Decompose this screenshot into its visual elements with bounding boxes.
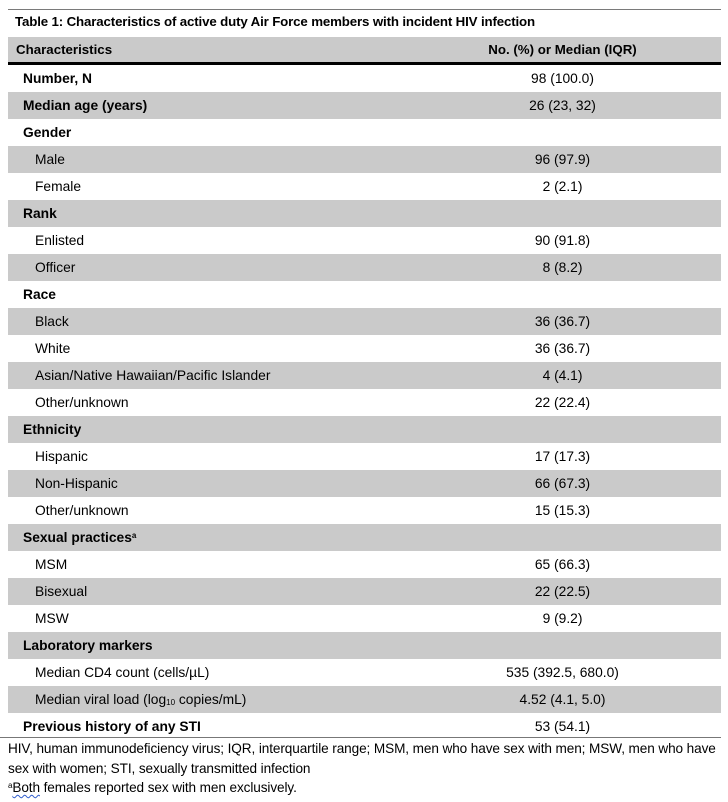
row-label-text: MSM [35, 557, 68, 572]
row-label [8, 98, 364, 113]
row-label [8, 314, 364, 329]
row-value: 90 (91.8) [534, 233, 591, 248]
table-row [8, 443, 721, 470]
row-label-text: MSW [35, 611, 69, 626]
row-label [8, 287, 364, 302]
table-row [8, 362, 721, 389]
row-label-text: Other/unknown [35, 395, 129, 410]
row-label-text: Ethnicity [23, 422, 82, 437]
row-label [8, 638, 364, 653]
table-row [8, 335, 721, 362]
row-label-text: Rank [23, 206, 57, 221]
row-value: 4 (4.1) [542, 368, 583, 383]
table-row [8, 686, 721, 713]
row-value: 2 (2.1) [542, 179, 583, 194]
row-value: 66 (67.3) [534, 476, 591, 491]
footnote-a [8, 778, 723, 798]
row-label [8, 584, 364, 599]
row-value: 9 (9.2) [542, 611, 583, 626]
table-group-row [8, 65, 721, 92]
table-top-rule [8, 9, 721, 10]
row-label-text: Race [23, 287, 56, 302]
table-row [8, 578, 721, 605]
row-label [8, 71, 364, 86]
table-bottom-rule [0, 737, 721, 738]
row-label [8, 206, 364, 221]
row-label [8, 692, 364, 707]
row-label [8, 260, 364, 275]
row-label-text: Female [35, 179, 82, 194]
row-label-text: Bisexual [35, 584, 88, 599]
table-group-row [8, 281, 721, 308]
row-label-text: Number, N [23, 71, 92, 86]
row-label [8, 368, 364, 383]
row-label-text: Previous history of any STI [23, 719, 201, 734]
characteristics-table [8, 37, 721, 740]
row-label-text: Asian/Native Hawaiian/Pacific Islander [35, 368, 271, 383]
row-label-text: Hispanic [35, 449, 88, 464]
row-label [8, 341, 364, 356]
subscript: 10 [166, 698, 176, 707]
row-label [8, 179, 364, 194]
row-label [8, 233, 364, 248]
row-value: 36 (36.7) [534, 341, 591, 356]
row-label-text: Gender [23, 125, 72, 140]
footnote-marker: a [8, 781, 13, 790]
row-label-text: Median age (years) [23, 98, 148, 113]
row-value: 22 (22.5) [534, 584, 591, 599]
table-row [8, 470, 721, 497]
row-value: 15 (15.3) [534, 503, 591, 518]
row-value: 535 (392.5, 680.0) [506, 665, 619, 680]
table-row [8, 659, 721, 686]
row-label [8, 422, 364, 437]
row-value: 8 (8.2) [542, 260, 583, 275]
row-value: 65 (66.3) [534, 557, 591, 572]
table-row [8, 173, 721, 200]
table-header-row [8, 37, 721, 62]
table-row [8, 146, 721, 173]
row-label [8, 665, 364, 680]
footnote-text: females reported sex with men exclusively. [39, 780, 297, 795]
table-group-row [8, 92, 721, 119]
table-row [8, 497, 721, 524]
spellcheck-word: Both [12, 780, 40, 795]
row-label-text: Other/unknown [35, 503, 129, 518]
row-value: 22 (22.4) [534, 395, 591, 410]
table-row [8, 254, 721, 281]
row-value: 53 (54.1) [534, 719, 591, 734]
table-row [8, 551, 721, 578]
table-footnotes [8, 739, 723, 798]
row-label [8, 530, 364, 545]
table-group-row [8, 713, 721, 740]
table-body [8, 65, 721, 740]
row-label-text: Officer [35, 260, 76, 275]
row-label [8, 503, 364, 518]
abbreviations-note: HIV, human immunodeficiency virus; IQR, interquartile range; MSM, men who have sex with men; MSW, men who have sex with women; STI, sexually transmitted infection [8, 741, 716, 776]
row-label [8, 449, 364, 464]
row-label-text: Black [35, 314, 69, 329]
row-label [8, 557, 364, 572]
table-group-row [8, 200, 721, 227]
row-label [8, 395, 364, 410]
row-label-text: Median CD4 count (cells/µL) [35, 665, 210, 680]
table-group-row [8, 632, 721, 659]
row-label-text: Non-Hispanic [35, 476, 118, 491]
table-row [8, 389, 721, 416]
row-label [8, 719, 364, 734]
row-label [8, 611, 364, 626]
row-label-text: copies/mL) [175, 692, 247, 707]
row-label-text: White [35, 341, 71, 356]
table-row [8, 227, 721, 254]
row-label-text: Laboratory markers [23, 638, 153, 653]
row-label [8, 152, 364, 167]
table-row [8, 605, 721, 632]
row-label [8, 125, 364, 140]
row-value: 98 (100.0) [531, 71, 594, 86]
row-value: 96 (97.9) [534, 152, 591, 167]
table-group-row [8, 119, 721, 146]
table-group-row [8, 524, 721, 551]
row-label-text: Median viral load (log [35, 692, 167, 707]
header-value: No. (%) or Median (IQR) [488, 42, 637, 57]
row-value: 4.52 (4.1, 5.0) [519, 692, 606, 707]
header-characteristics: Characteristics [16, 42, 113, 57]
row-label-text: Sexual practices [23, 530, 132, 545]
row-value: 36 (36.7) [534, 314, 591, 329]
table-group-row [8, 416, 721, 443]
row-label-text: Male [35, 152, 65, 167]
table-caption: Table 1: Characteristics of active duty Air Force members with incident HIV infection [15, 14, 535, 29]
row-label-text: Enlisted [35, 233, 85, 248]
row-label [8, 476, 364, 491]
row-value: 26 (23, 32) [529, 98, 596, 113]
row-value: 17 (17.3) [534, 449, 591, 464]
footnote-marker: a [131, 531, 137, 540]
table-row [8, 308, 721, 335]
